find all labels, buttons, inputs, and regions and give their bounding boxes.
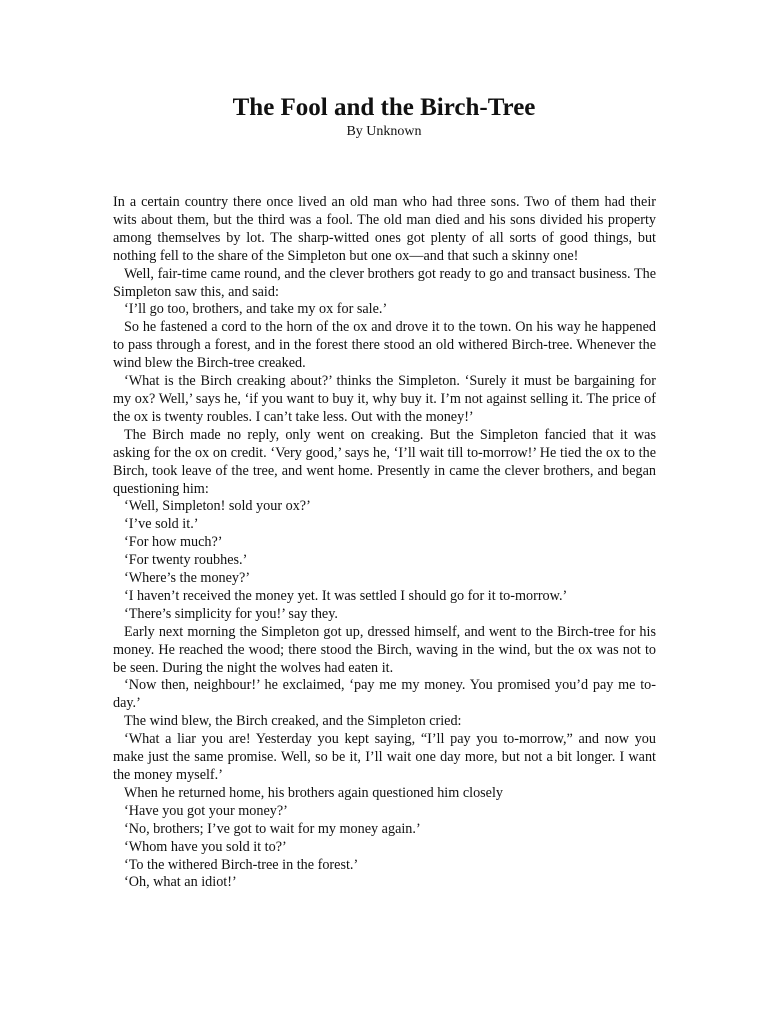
paragraph: ‘Where’s the money?’ xyxy=(124,570,251,587)
paragraph: The Birch made no reply, only went on creaking. But the Simpleton fancied that it was asking for the ox on credit. ‘Very good,’ says he, ‘I’ll wait till to-morrow!’ He tied the ox to the Birch, took leave of the tree, and went home. Presently in came the clever brothers, and began questioning him: xyxy=(113,426,656,497)
paragraph: ‘What a liar you are! Yesterday you kept saying, “I’ll pay you to-morrow,” and now you make just the same promise. Well, so be it, I’ll wait one day more, but not a bit longer. I want the money myself.’ xyxy=(113,731,656,783)
paragraph: So he fastened a cord to the horn of the ox and drove it to the town. On his way he happened to pass through a forest, and in the forest there stood an old withered Birch-tree. Whenever the wind blew the Birch-tree creaked. xyxy=(113,319,656,372)
paragraph: ‘Whom have you sold it to?’ xyxy=(124,838,287,855)
paragraph: ‘I haven’t received the money yet. It was settled I should go for it to-morrow.’ xyxy=(124,587,568,604)
paragraph: ‘To the withered Birch-tree in the forest.’ xyxy=(124,856,359,873)
paragraph: ‘There’s simplicity for you!’ say they. xyxy=(124,605,338,622)
paragraph: ‘I’ll go too, brothers, and take my ox for sale.’ xyxy=(124,301,388,318)
paragraph: Well, fair-time came round, and the clever brothers got ready to go and transact business. The Simpleton saw this, and said: xyxy=(113,265,656,300)
paragraph: When he returned home, his brothers again questioned him closely xyxy=(124,784,504,801)
paragraph: ‘Well, Simpleton! sold your ox?’ xyxy=(124,498,311,515)
paragraph: In a certain country there once lived an old man who had three sons. Two of them had their wits about them, but the third was a fool. The old man died and his sons divided his property among themselves by lot. The sharp-witted ones got plenty of all sorts of good things, but nothing fell to the share of the Simpleton but one ox—and that such a skinny one! xyxy=(113,194,656,264)
paragraph: ‘Oh, what an idiot!’ xyxy=(124,874,237,891)
paragraph: ‘I’ve sold it.’ xyxy=(124,516,199,533)
paragraph: ‘No, brothers; I’ve got to wait for my money again.’ xyxy=(124,820,421,837)
paragraph: ‘Have you got your money?’ xyxy=(124,802,288,819)
paragraph: ‘Now then, neighbour!’ he exclaimed, ‘pay me my money. You promised you’d pay me to-day.’ xyxy=(113,677,656,712)
paragraph: ‘What is the Birch creaking about?’ thinks the Simpleton. ‘Surely it must be bargaining for my ox? Well,’ says he, ‘if you want to buy it, why buy it. I’m not against selling it. The price of the ox is twenty roubles. I can’t take less. Out with the money!’ xyxy=(113,373,656,425)
document-title: The Fool and the Birch-Tree xyxy=(232,94,536,121)
paragraph: ‘For twenty roubhes.’ xyxy=(124,552,248,569)
paragraph: The wind blew, the Birch creaked, and the Simpleton cried: xyxy=(124,713,462,730)
story-body xyxy=(113,194,656,892)
paragraph: Early next morning the Simpleton got up, dressed himself, and went to the Birch-tree for his money. He reached the wood; there stood the Birch, waving in the wind, but the ox was not to be seen. During the night the wolves had eaten it. xyxy=(113,623,656,676)
document-author: By Unknown xyxy=(346,124,422,139)
paragraph: ‘For how much?’ xyxy=(124,534,223,551)
